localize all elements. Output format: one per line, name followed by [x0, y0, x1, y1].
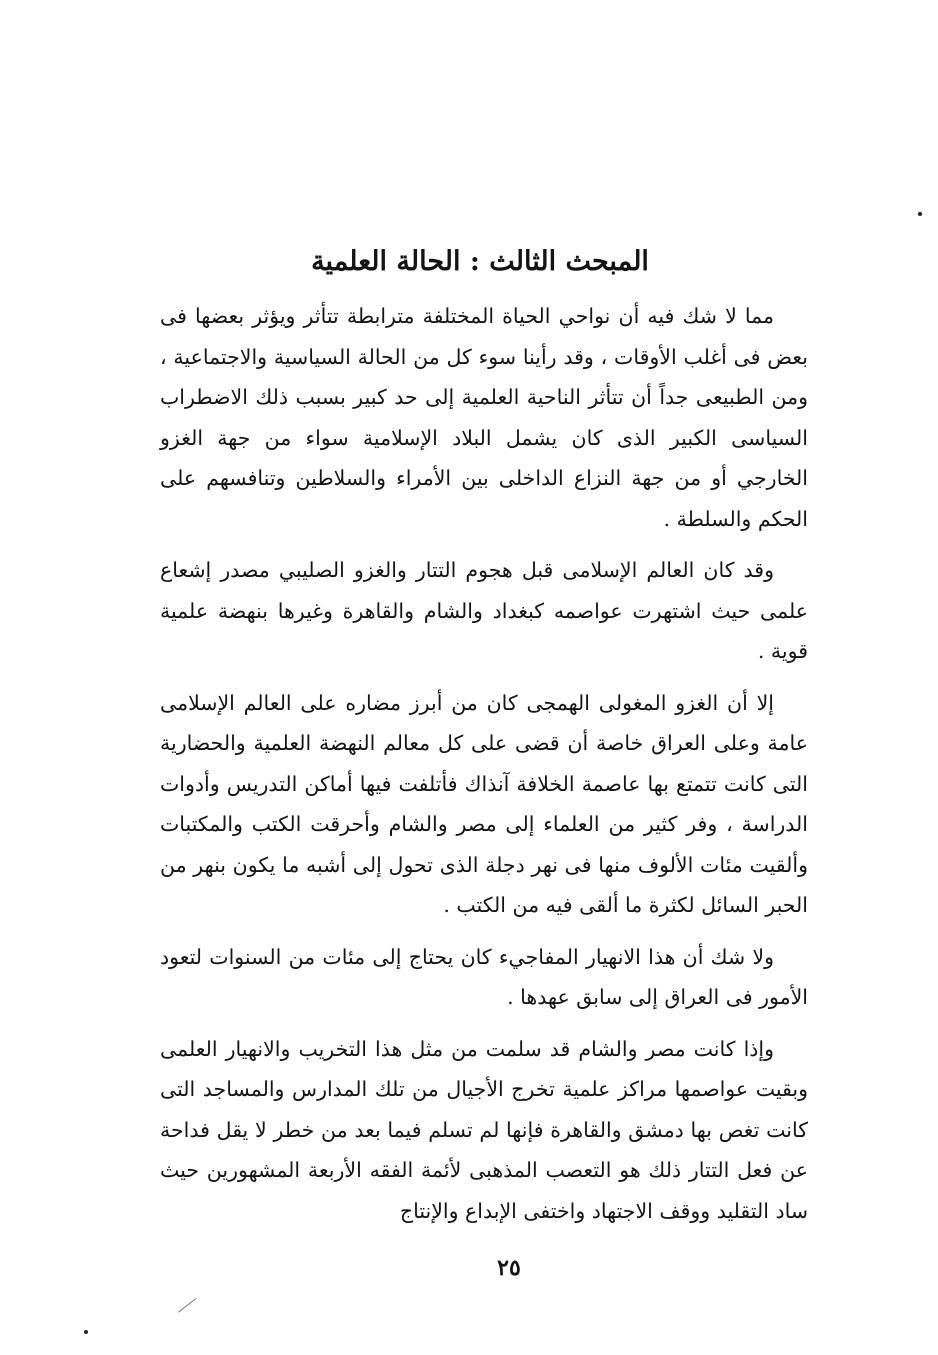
paragraph-4: ولا شك أن هذا الانهيار المفاجيء كان يحتاج إلى مئات من السنوات لتعود الأمور فى العراق إلى سابق عهدها .: [160, 944, 808, 1009]
scan-scratch: [178, 1298, 196, 1312]
scan-speck: [918, 212, 922, 216]
paragraph-3: إلا أن الغزو المغولى الهمجى كان من أبرز مضاره على العالم الإسلامى عامة وعلى العراق خاصة أن قضى على كل معالم النهضة العلمية والحضارية التى كانت تتمتع بها عاصمة الخلافة آنذاك فأتلفت فيها أماكن التدريس وأدوات الدراسة ، وفر كثير من العلماء إلى مصر والشام وأحرقت الكتب والمكتبات وألقيت مئات الألوف منها فى نهر دجلة الذى تحول إلى أشبه ما يكون بنهر من الحبر السائل لكثرة ما ألقى فيه من الكتب .: [160, 690, 808, 917]
section-heading: المبحث الثالث : الحالة العلمية: [311, 246, 649, 277]
paragraph-1: مما لا شك فيه أن نواحي الحياة المختلفة مترابطة تتأثر ويؤثر بعضها فى بعض فى أغلب الأوقات ، وقد رأينا سوء كل من الحالة السياسية والاجتماعية ، ومن الطبيعى جداً أن تتأثر الناحية العلمية إلى حد كبير بسبب ذلك الاضطراب السياسى الكبير الذى كان يشمل البلاد الإسلامية سواء من جهة الغزو الخارجي أو من جهة النزاع الداخلى بين الأمراء والسلاطين وتنافسهم على الحكم والسلطة .: [160, 304, 808, 531]
scan-speck: [84, 1330, 88, 1334]
page-number: ٢٥: [497, 1255, 521, 1281]
body-text: [160, 296, 808, 1242]
paragraph-2: وقد كان العالم الإسلامى قبل هجوم التتار والغزو الصليبي مصدر إشعاع علمى حيث اشتهرت عواصمه كبغداد والشام والقاهرة وغيرها بنهضة علمية قوية .: [160, 558, 808, 663]
paragraph-5: وإذا كانت مصر والشام قد سلمت من مثل هذا التخريب والانهيار العلمى وبقيت عواصمها مراكز علمية تخرج الأجيال من تلك المدارس والمساجد التى كانت تغص بها دمشق والقاهرة فإنها لم تسلم فيما بعد من خطر لا يقل فداحة عن فعل التتار ذلك هو التعصب المذهبى لأئمة الفقه الأربعة المشهورين حيث ساد التقليد ووقف الاجتهاد واختفى الإبداع والإنتاج: [160, 1036, 808, 1223]
